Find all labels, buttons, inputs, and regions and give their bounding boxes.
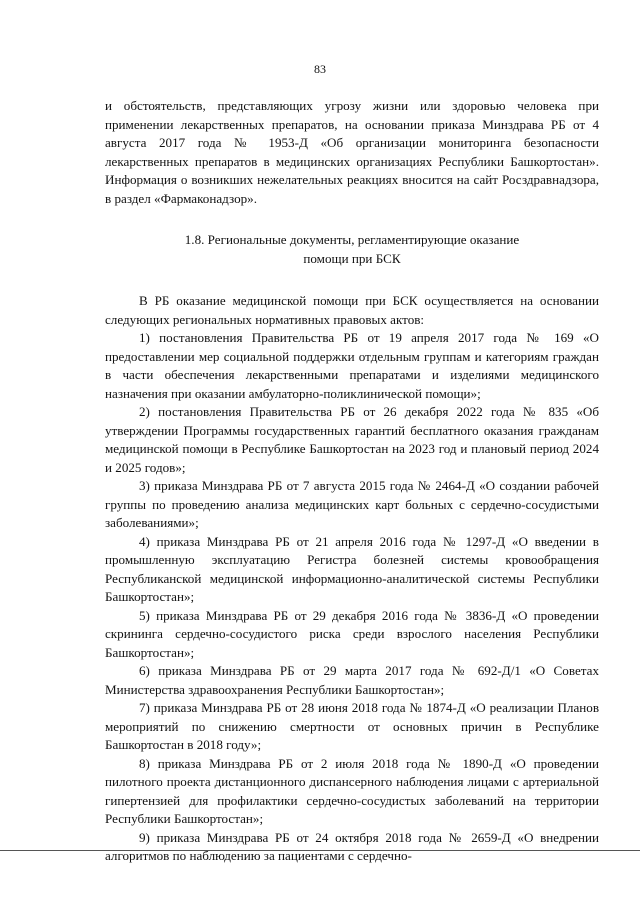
intro-paragraph: В РБ оказание медицинской помощи при БСК осуществляется на основании следующих региональных нормативных правовых актов: [105, 293, 599, 327]
list-item-5: 5) приказа Минздрава РБ от 29 декабря 2016 года № 3836-Д «О проведении скрининга сердечно-сосудистого риска среди взрослого населения Республики Башкортостан»; [105, 607, 599, 660]
section-heading [105, 231, 599, 268]
list-item-4: 4) приказа Минздрава РБ от 21 апреля 2016 года № 1297-Д «О введении в промышленную эксплуатацию Регистра болезней системы кровообращения Республиканской медицинской информационно-аналитической системы Республики Башкортостан»; [105, 533, 599, 604]
scan-edge-line [0, 850, 640, 851]
section-heading-line-2: помощи при БСК [303, 250, 401, 266]
list-item-1: 1) постановления Правительства РБ от 19 апреля 2017 года № 169 «О предоставлении мер социальной поддержки отдельным группам и категориям граждан в части обеспечения лекарственными препаратами и изделиями медицинского назначения при оказании амбулаторно-поликлинической помощи»; [105, 330, 599, 401]
page-number: 83 [314, 62, 326, 76]
section-heading-line-1: 1.8. Региональные документы, регламентирующие оказание [184, 232, 520, 247]
list-item-3: 3) приказа Минздрава РБ от 7 августа 2015 года № 2464-Д «О создании рабочей группы по проведению анализа медицинских карт больных с сердечно-сосудистыми заболеваниями»; [105, 478, 599, 530]
document-body [105, 97, 599, 866]
list-item-8: 8) приказа Минздрава РБ от 2 июля 2018 года № 1890-Д «О проведении пилотного проекта дистанционного диспансерного наблюдения лицами с артериальной гипертензией для профилактики сердечно-сосудистых заболеваний на территории Республики Башкортостан»; [105, 755, 599, 826]
list-item-9: 9) приказа Минздрава РБ от 24 октября 2018 года № 2659-Д «О внедрении алгоритмов по наблюдению за пациентами с сердечно- [105, 829, 599, 863]
list-item-6: 6) приказа Минздрава РБ от 29 марта 2017 года № 692-Д/1 «О Советах Министерства здравоохранения Республики Башкортостан»; [105, 663, 599, 697]
paragraph-continuation: и обстоятельств, представляющих угрозу жизни или здоровью человека при применении лекарственных препаратов, на основании приказа Минздрава РБ от 4 августа 2017 года № 1953-Д «Об организации мониторинга безопасности лекарственных препаратов в медицинских организациях Республики Башкортостан». Информация о возникших нежелательных реакциях вносится на сайт Росздравнадзора, в раздел «Фармаконадзор». [105, 98, 599, 206]
list-item-7: 7) приказа Минздрава РБ от 28 июня 2018 года № 1874-Д «О реализации Планов мероприятий по снижению смертности от основных причин в Республике Башкортостан в 2018 году»; [105, 700, 599, 752]
list-item-2: 2) постановления Правительства РБ от 26 декабря 2022 года № 835 «Об утверждении Программы государственных гарантий бесплатного оказания гражданам медицинской помощи в Республике Башкортостан на 2023 год и плановый период 2024 и 2025 годов»; [105, 404, 599, 475]
